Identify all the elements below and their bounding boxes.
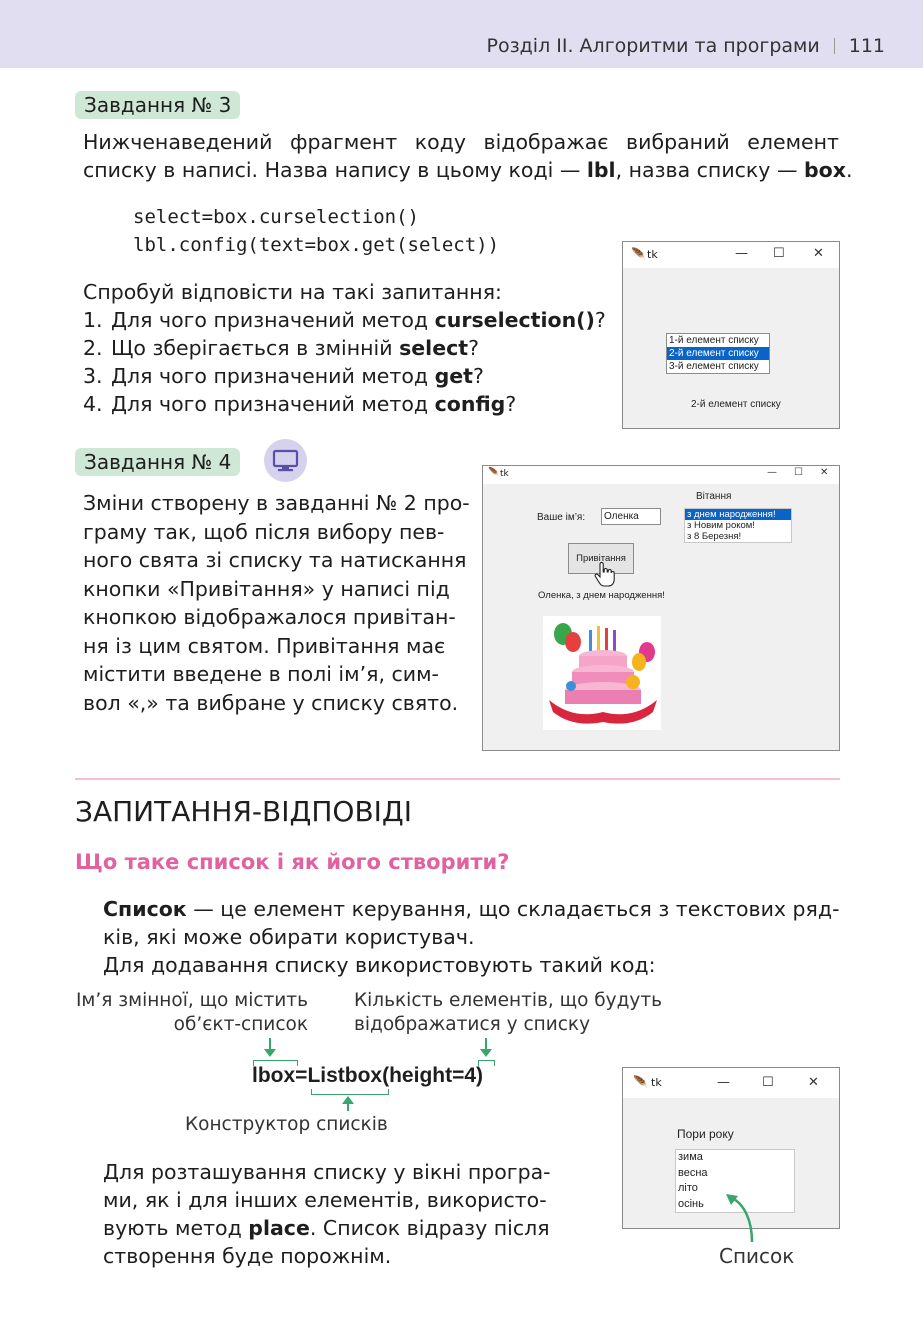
list-item[interactable]: зима [678,1151,703,1163]
feather-icon: 🪶 [633,1075,648,1089]
list-item[interactable]: 3-й елемент списку [669,361,759,372]
arrow-down-icon [264,1049,276,1057]
question-mark: ? [505,392,517,416]
minimize-button[interactable]: — [717,1075,730,1090]
question-3 [83,362,484,391]
task-4-tk-window [482,465,840,751]
list-item[interactable]: з 8 Березня! [687,531,742,542]
code-param: (height= [382,1064,465,1087]
question-1 [83,306,606,335]
list-item[interactable]: літо [678,1182,698,1194]
list-item[interactable]: осінь [678,1197,704,1210]
section-divider [75,778,840,780]
code-intro: Для додавання списку використовують такий код: [103,953,656,977]
task-4-line: кнопки «Привітання» у написі під [83,576,450,601]
definition-term: Список [103,897,187,921]
question-text: Для чого призначений метод [111,364,435,388]
questions-intro: Спробуй відповісти на такі запитання: [83,280,502,304]
listbox[interactable] [666,333,770,374]
window-title: tk [500,469,509,479]
greeting-button[interactable]: Привітання [568,543,634,574]
intro-box: box [803,158,846,182]
code-line-2: lbl.config(text=box.get(select)) [133,234,500,256]
question-number: 1. [83,308,103,332]
list-item[interactable]: 1-й елемент списку [669,335,759,346]
question-term: get [434,364,473,388]
task-4-line: ня із цим святом. Привітання має [83,633,446,658]
section-title: Розділ ІІ. Алгоритми та програми [486,35,820,57]
definition-text: — це елемент керування, що складається з текстових ряд- [186,897,840,921]
task-4-badge: Завдання № 4 [75,448,240,476]
seasons-label: Пори року [677,1127,734,1141]
birthday-cake-image [543,616,661,730]
task-4-line: вол «,» та вибране у списку свято. [83,690,459,715]
question-text: Для чого призначений метод [111,392,435,416]
maximize-button[interactable]: ☐ [794,467,803,478]
place-text: вують метод [103,1216,249,1240]
list-title: Вітання [696,491,732,502]
code-listbox [252,1064,483,1088]
list-item[interactable]: з Новим роком! [687,520,755,531]
close-button[interactable]: ✕ [808,1075,819,1090]
minimize-button[interactable]: — [735,246,748,261]
intro-text: . [845,158,853,182]
close-button[interactable]: ✕ [813,246,824,261]
label-variable-line: об’єкт-список [173,1014,308,1035]
task-3-intro-line2 [83,156,852,185]
question-text: Що зберігається в змінній [111,336,400,360]
name-label: Ваше ім’я: [537,512,586,523]
code-paren: ) [476,1064,484,1087]
window-title: tk [651,1076,662,1089]
place-line2: ми, як і для інших елементів, використо- [103,1188,547,1212]
label-variable-line: Ім’я змінної, що містить [75,990,308,1011]
code-value: 4 [464,1064,477,1087]
list-item-selected[interactable]: 2-й елемент списку [667,347,769,360]
curved-arrow-icon [722,1190,762,1249]
maximize-button[interactable]: ☐ [762,1075,774,1090]
close-button[interactable]: ✕ [820,467,829,478]
greeting-result: Оленка, з днем народження! [538,590,665,601]
question-term: curselection() [434,308,595,332]
task-4-line: кнопкою відображалося привітан- [83,605,456,629]
label-constructor: Конструктор списків [185,1114,388,1135]
question-4 [83,390,516,419]
code-line-1: select=box.curselection() [133,206,419,228]
question-number: 3. [83,364,103,388]
window-titlebar [623,1068,839,1098]
task-4-line: Зміни створену в завданні № 2 про- [83,491,470,515]
question-term: select [399,336,469,360]
page-header [0,0,923,68]
place-method: place [248,1216,310,1240]
task-3-intro-line1: Нижченаведений фрагмент коду відображає вибраний елемент [83,130,839,154]
header-divider [834,38,835,54]
page-number: 111 [848,35,885,57]
definition-line2: ків, які може обирати користувач. [103,925,475,949]
label-variable [75,989,308,1037]
label-count-line: Кількість елементів, що будуть [354,990,663,1011]
label-count [354,989,662,1037]
feather-icon: 🪶 [488,468,500,478]
question-mark: ? [473,364,484,388]
window-titlebar [623,242,839,268]
task-3-badge: Завдання № 3 [75,91,240,119]
task-4-line: ного свята зі списку та натискання [83,548,467,572]
place-line3 [103,1214,550,1243]
question-number: 4. [83,392,103,416]
question-mark: ? [594,308,606,332]
qa-question: Що таке список і як його створити? [75,850,510,874]
window-title: tk [647,248,658,261]
qa-title: ЗАПИТАННЯ-ВІДПОВІДІ [75,795,413,828]
question-term: config [434,392,506,416]
place-text: . Список відразу після [309,1216,550,1240]
code-variable: lbox [252,1064,296,1087]
task-4-line: містити введене в полі ім’я, сим- [83,662,439,686]
minimize-button[interactable]: — [767,467,777,478]
name-input[interactable]: Оленка [601,508,661,525]
intro-lbl: lbl [586,158,616,182]
list-item[interactable]: весна [678,1166,708,1179]
result-label: 2-й елемент списку [691,399,781,410]
question-number: 2. [83,336,103,360]
intro-text: списку в написі. Назва напису в цьому коді — [83,158,587,182]
task-3-tk-window [622,241,840,429]
place-line1: Для розташування списку у вікні програ- [103,1160,551,1184]
intro-text: , назва списку — [615,158,804,182]
holiday-listbox[interactable] [684,508,792,543]
running-head [486,35,885,57]
list-caption: Список [719,1244,795,1268]
task-4-text [83,489,470,717]
feather-icon: 🪶 [631,247,646,261]
code-constructor: Listbox [307,1064,383,1087]
definition-line1 [103,895,839,924]
label-count-line: відображатися у списку [354,1014,591,1035]
arrow-down-icon [480,1049,492,1057]
computer-icon [264,439,307,482]
question-text: Для чого призначений метод [111,308,435,332]
window-titlebar [483,466,839,484]
question-2 [83,334,479,363]
list-item-selected[interactable]: з днем народження! [685,509,791,520]
code-assign: = [295,1064,308,1087]
place-line4: створення буде порожнім. [103,1244,392,1268]
arrow-shaft [347,1103,349,1111]
question-mark: ? [468,336,479,360]
maximize-button[interactable]: ☐ [773,246,785,261]
task-4-line: граму так, щоб після вибору пев- [83,519,445,544]
bracket-constructor [311,1089,389,1095]
hand-cursor-icon [594,561,616,591]
